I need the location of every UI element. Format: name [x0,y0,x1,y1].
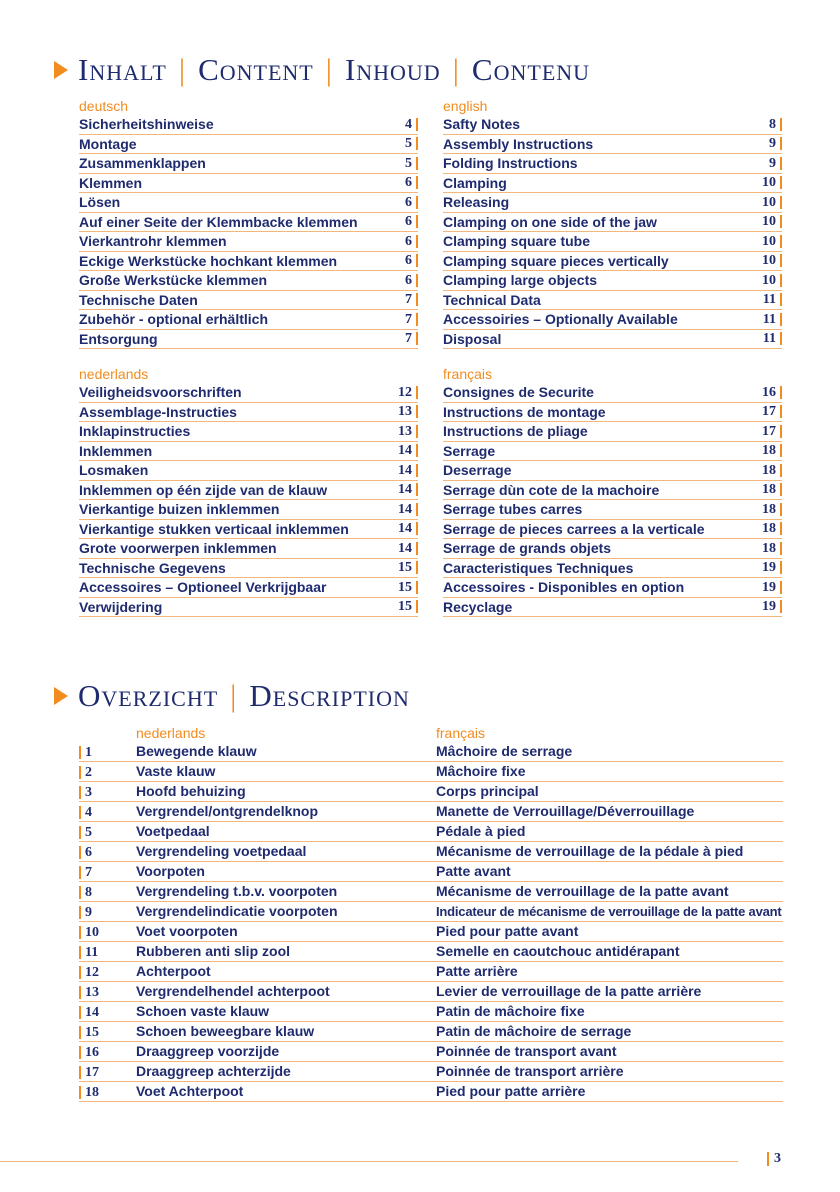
part-name-fr: Semelle en caoutchouc antidérapant [436,943,680,959]
toc-entry-title: Technical Data [443,291,541,308]
toc-entry-title: Clamping large objects [443,272,598,289]
part-name-fr: Patte arrière [436,963,518,979]
part-number: 18 [79,1086,99,1099]
toc-entry-title: Clamping on one side of the jaw [443,213,657,230]
toc-entry-page: 13 [398,405,418,418]
toc-entry-title: Clamping square tube [443,233,591,250]
toc-entry-title: Clamping [443,174,507,191]
toc-entry [443,271,782,291]
toc-entry [79,461,418,481]
toc-entry [79,422,418,442]
toc-entry-title: Technische Daten [79,291,198,308]
part-name-nl: Hoofd behuizing [136,783,246,799]
toc-entry-page: 15 [398,581,418,594]
column-header-nederlands: nederlands [136,725,206,741]
parts-table-row [79,1062,783,1082]
part-name-nl: Rubberen anti slip zool [136,943,291,959]
parts-table-row [79,822,783,842]
toc-entry [443,232,782,252]
toc-entry-page: 11 [763,332,782,345]
toc-entry [443,559,782,579]
toc-entry-title: Recyclage [443,598,513,615]
heading-separator: | [452,52,460,87]
part-name-fr: Mâchoire fixe [436,763,526,779]
part-name-fr: Poinnée de transport arrière [436,1063,624,1079]
toc-heading-fr: Contenu [471,52,591,87]
parts-table-row [79,922,783,942]
overview-heading-fr: Description [249,678,410,713]
toc-entry-page: 6 [405,196,418,209]
heading-separator: | [178,52,187,87]
triangle-bullet-icon [54,61,68,79]
toc-entry-page: 10 [762,254,782,267]
part-name-nl: Vergrendelhendel achterpoot [136,983,330,999]
parts-table-row [79,742,783,762]
toc-entry-page: 8 [769,118,782,131]
toc-entry-title: Technische Gegevens [79,559,226,576]
toc-entry-title: Serrage de grands objets [443,540,612,557]
parts-overview-table [79,725,783,1102]
toc-column-deutsch [79,98,418,349]
toc-entry [79,135,418,155]
part-number: 11 [79,946,98,959]
parts-table-row [79,802,783,822]
toc-entry [79,500,418,520]
toc-entry-title: Zubehör - optional erhältlich [79,311,268,328]
toc-entry-page: 18 [762,522,782,535]
toc-entry [443,403,782,423]
toc-entry [79,442,418,462]
toc-entry [443,520,782,540]
toc-entry-page: 15 [398,600,418,613]
part-name-nl: Bewegende klauw [136,743,257,759]
toc-entry-page: 10 [762,196,782,209]
toc-entry-page: 16 [762,386,782,399]
toc-entry [443,252,782,272]
overview-heading-nl: Overzicht [78,678,219,713]
toc-entry [443,383,782,403]
toc-entry-page: 10 [762,215,782,228]
toc-entry-title: Losmaken [79,462,149,479]
toc-entry-page: 17 [762,405,782,418]
toc-entry-title: Instructions de montage [443,403,606,420]
part-number: 10 [79,926,99,939]
toc-entry-page: 4 [405,118,418,131]
toc-entry [443,310,782,330]
part-name-nl: Draaggreep achterzijde [136,1063,291,1079]
toc-entry-title: Auf einer Seite der Klemmbacke klemmen [79,213,358,230]
toc-entry [79,598,418,618]
part-name-nl: Draaggreep voorzijde [136,1043,280,1059]
part-number: 15 [79,1026,99,1039]
part-name-fr: Patin de mâchoire fixe [436,1003,585,1019]
toc-entry-title: Inklemmen op één zijde van de klauw [79,481,328,498]
part-name-nl: Schoen beweegbare klauw [136,1023,315,1039]
toc-entry [443,213,782,233]
toc-language-label: english [443,98,488,114]
part-number: 6 [79,846,92,859]
toc-entry-page: 14 [398,444,418,457]
parts-table-row [79,962,783,982]
toc-entry [79,578,418,598]
toc-entry [443,174,782,194]
toc-entry-page: 18 [762,464,782,477]
toc-entry-page: 14 [398,464,418,477]
toc-entry-page: 7 [405,313,418,326]
toc-entry-page: 11 [763,313,782,326]
toc-heading-nl: Inhoud [344,52,441,87]
part-name-fr: Corps principal [436,783,539,799]
toc-entry-title: Consignes de Securite [443,384,594,401]
toc-entry-page: 10 [762,176,782,189]
part-name-nl: Achterpoot [136,963,211,979]
toc-entry-title: Accessoires – Optioneel Verkrijgbaar [79,579,327,596]
part-name-nl: Vergrendeling t.b.v. voorpoten [136,883,338,899]
toc-entry-title: Vierkantrohr klemmen [79,233,227,250]
toc-entry-page: 6 [405,254,418,267]
toc-entry [79,252,418,272]
part-name-nl: Voorpoten [136,863,205,879]
toc-entry-title: Clamping square pieces vertically [443,252,669,269]
toc-entry [79,174,418,194]
toc-entry-page: 11 [763,293,782,306]
toc-language-label: deutsch [79,98,129,114]
toc-entry-title: Lösen [79,194,121,211]
footer-rule [0,1161,738,1162]
toc-entry [79,403,418,423]
column-header-francais: français [436,725,486,741]
toc-entry-page: 17 [762,425,782,438]
toc-entry-title: Serrage tubes carres [443,501,583,518]
parts-table-row [79,982,783,1002]
toc-entry-title: Sicherheitshinweise [79,116,214,133]
part-name-nl: Voetpedaal [136,823,210,839]
toc-entry-title: Inklapinstructies [79,423,191,440]
parts-table-row [79,862,783,882]
toc-entry-page: 19 [762,581,782,594]
part-name-fr: Manette de Verrouillage/Déverrouillage [436,803,695,819]
part-number: 5 [79,826,92,839]
toc-entry-page: 7 [405,293,418,306]
part-name-fr: Mécanisme de verrouillage de la patte avant [436,883,729,899]
parts-table-row [79,1082,783,1102]
toc-language-label: français [443,366,493,382]
toc-entry-title: Entsorgung [79,330,158,347]
toc-entry-page: 13 [398,425,418,438]
parts-table-row [79,1022,783,1042]
toc-entry-title: Folding Instructions [443,155,578,172]
toc-entry-title: Accessoires - Disponibles en option [443,579,685,596]
toc-entry [443,135,782,155]
toc-entry-page: 14 [398,522,418,535]
toc-entry [443,330,782,350]
part-name-fr: Poinnée de transport avant [436,1043,617,1059]
toc-entry-page: 10 [762,235,782,248]
parts-table-row [79,782,783,802]
part-number: 13 [79,986,99,999]
toc-entry-page: 18 [762,483,782,496]
parts-table-row [79,762,783,782]
toc-heading [54,52,590,88]
toc-entry-page: 5 [405,137,418,150]
toc-entry-title: Safty Notes [443,116,521,133]
toc-entry-title: Serrage dùn cote de la machoire [443,481,660,498]
toc-entry [443,115,782,135]
toc-entry [79,383,418,403]
part-name-nl: Voet voorpoten [136,923,238,939]
toc-entry-page: 14 [398,503,418,516]
toc-entry [79,520,418,540]
toc-entry-page: 15 [398,561,418,574]
toc-entry [79,481,418,501]
part-name-nl: Vaste klauw [136,763,216,779]
toc-entry-title: Serrage de pieces carrees a la verticale [443,520,705,537]
toc-entry [79,115,418,135]
toc-entry-title: Eckige Werkstücke hochkant klemmen [79,252,338,269]
part-number: 8 [79,886,92,899]
part-name-fr: Levier de verrouillage de la patte arrière [436,983,702,999]
toc-entry-title: Zusammenklappen [79,155,206,172]
parts-table-row [79,1002,783,1022]
toc-column-francais [443,366,782,617]
toc-entry [443,461,782,481]
toc-entry-page: 18 [762,542,782,555]
toc-entry [79,193,418,213]
toc-entry [79,271,418,291]
toc-entry-page: 18 [762,444,782,457]
toc-entry-title: Grote voorwerpen inklemmen [79,540,277,557]
toc-entry-page: 14 [398,483,418,496]
toc-entry-page: 9 [769,137,782,150]
toc-entry [79,559,418,579]
part-name-fr: Pied pour patte avant [436,923,579,939]
toc-entry-page: 19 [762,561,782,574]
toc-entry-page: 10 [762,274,782,287]
toc-entry-title: Klemmen [79,174,143,191]
toc-entry [443,500,782,520]
toc-entry [443,291,782,311]
toc-heading-en: Content [198,52,314,87]
toc-language-label: nederlands [79,366,149,382]
part-name-fr: Mécanisme de verrouillage de la pédale à pied [436,843,744,859]
part-number: 7 [79,866,92,879]
heading-separator: | [230,678,238,713]
toc-entry [443,539,782,559]
toc-entry-title: Instructions de pliage [443,423,588,440]
toc-entry-title: Verwijdering [79,598,163,615]
overview-heading [54,678,410,714]
toc-entry [79,232,418,252]
toc-entry-title: Assemblage-Instructies [79,403,237,420]
toc-entry-title: Releasing [443,194,510,211]
part-number: 12 [79,966,99,979]
parts-table-header [79,725,783,742]
toc-entry-title: Vierkantige buizen inklemmen [79,501,280,518]
part-number: 17 [79,1066,99,1079]
toc-column-nederlands [79,366,418,617]
toc-column-english [443,98,782,349]
part-name-fr: Pédale à pied [436,823,526,839]
toc-entry-title: Veiligheidsvoorschriften [79,384,242,401]
toc-entry-title: Vierkantige stukken verticaal inklemmen [79,520,349,537]
toc-entry-title: Inklemmen [79,442,153,459]
parts-table-row [79,842,783,862]
toc-entry-title: Disposal [443,330,502,347]
part-number: 1 [79,746,92,759]
toc-entry [443,598,782,618]
toc-entry-page: 18 [762,503,782,516]
part-name-nl: Vergrendeling voetpedaal [136,843,307,859]
part-name-nl: Voet Achterpoot [136,1083,244,1099]
part-name-nl: Vergrendelindicatie voorpoten [136,903,338,919]
toc-entry-title: Große Werkstücke klemmen [79,272,268,289]
part-number: 16 [79,1046,99,1059]
toc-entry-page: 14 [398,542,418,555]
toc-entry-title: Accessoiries – Optionally Available [443,311,678,328]
toc-entry [79,213,418,233]
toc-entry [443,193,782,213]
toc-heading-de: Inhalt [78,52,167,87]
toc-entry-page: 19 [762,600,782,613]
toc-entry-page: 5 [405,157,418,170]
toc-entry-page: 9 [769,157,782,170]
part-name-fr: Patte avant [436,863,511,879]
toc-entry [443,154,782,174]
toc-entry-title: Montage [79,135,137,152]
parts-table-row [79,882,783,902]
toc-entry [79,539,418,559]
toc-entry-title: Assembly Instructions [443,135,594,152]
parts-table-row [79,1042,783,1062]
part-name-fr: Indicateur de mécanisme de verrouillage de la patte avant [436,904,782,919]
parts-table-row [79,942,783,962]
toc-entry [79,330,418,350]
toc-entry-page: 6 [405,274,418,287]
toc-entry-page: 6 [405,235,418,248]
heading-separator: | [325,52,333,87]
toc-entry [443,578,782,598]
part-name-fr: Patin de mâchoire de serrage [436,1023,632,1039]
toc-entry [79,310,418,330]
part-name-nl: Vergrendel/ontgrendelknop [136,803,319,819]
toc-entry [443,442,782,462]
parts-table-row [79,902,783,922]
toc-entry [443,481,782,501]
toc-entry-page: 6 [405,215,418,228]
toc-entry-page: 7 [405,332,418,345]
part-number: 3 [79,786,92,799]
part-name-fr: Pied pour patte arrière [436,1083,586,1099]
part-number: 4 [79,806,92,819]
part-name-fr: Mâchoire de serrage [436,743,573,759]
part-number: 2 [79,766,92,779]
toc-entry-page: 6 [405,176,418,189]
toc-entry-title: Caracteristiques Techniques [443,559,634,576]
toc-entry [443,422,782,442]
toc-entry-title: Serrage [443,442,496,459]
part-number: 14 [79,1006,99,1019]
page-number: 3 [767,1152,781,1166]
part-name-nl: Schoen vaste klauw [136,1003,270,1019]
toc-entry [79,291,418,311]
triangle-bullet-icon [54,687,68,705]
toc-entry-title: Deserrage [443,462,512,479]
toc-entry [79,154,418,174]
part-number: 9 [79,906,92,919]
toc-entry-page: 12 [398,386,418,399]
